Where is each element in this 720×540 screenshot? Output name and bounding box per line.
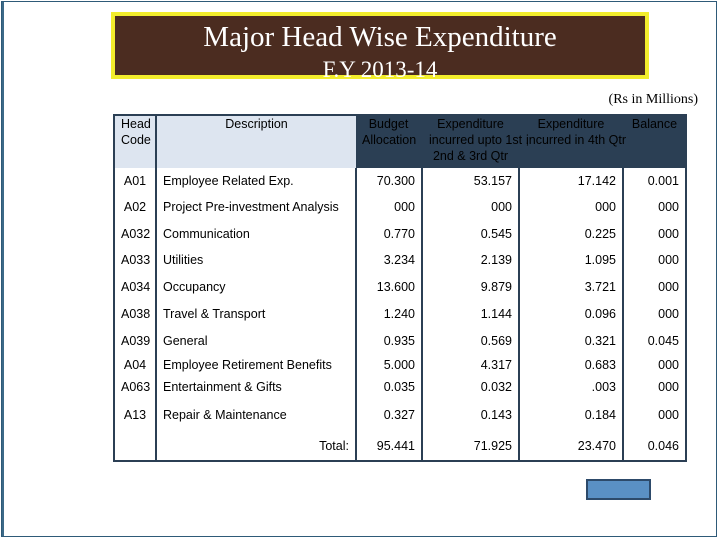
unit-note: (Rs in Millions)	[608, 92, 698, 107]
row-budget: 1.240	[356, 300, 422, 327]
row-budget: 0.770	[356, 220, 422, 247]
row-exp-4-qtr: 0.225	[519, 220, 623, 247]
row-budget: 70.300	[356, 168, 422, 194]
row-description: Project Pre-investment Analysis	[163, 200, 339, 214]
total-balance: 0.046	[623, 431, 686, 461]
total-exp-4-qtr: 23.470	[519, 431, 623, 461]
row-budget: 5.000	[356, 354, 422, 376]
row-exp-4-qtr: 17.142	[519, 168, 623, 194]
table-row	[114, 273, 686, 300]
row-description: Repair & Maintenance	[163, 407, 287, 422]
header-exp-1-3-qtr: Expenditure incurred upto 1st , 2nd & 3rd Qtr	[422, 115, 519, 168]
row-head-code: A01	[114, 168, 156, 194]
row-exp-4-qtr: .003	[519, 376, 623, 398]
total-exp-1-3-qtr: 71.925	[422, 431, 519, 461]
row-budget: 000	[356, 194, 422, 220]
row-head-code: A02	[114, 194, 156, 220]
table-row	[114, 376, 686, 398]
row-balance: 000	[623, 220, 686, 247]
row-balance: 000	[623, 273, 686, 300]
row-balance: 000	[623, 398, 686, 431]
row-description: Employee Retirement Benefits	[163, 358, 332, 372]
total-head-code	[114, 431, 156, 461]
row-description: Entertainment & Gifts	[163, 380, 282, 394]
row-exp-4-qtr: 0.321	[519, 327, 623, 354]
header-exp-4-qtr: Expenditure incurred in 4th Qtr	[519, 115, 623, 168]
row-head-code: A04	[114, 354, 156, 376]
row-exp-4-qtr: 000	[519, 194, 623, 220]
row-exp-1-3-qtr: 2.139	[422, 247, 519, 273]
total-label: Total:	[156, 431, 356, 461]
header-budget: Budget Allocation	[356, 115, 422, 168]
row-description: Occupancy	[163, 279, 226, 294]
row-description: Utilities	[163, 253, 204, 267]
row-head-code: A032	[114, 220, 156, 247]
expenditure-table	[113, 114, 687, 462]
row-exp-4-qtr: 0.184	[519, 398, 623, 431]
row-exp-4-qtr: 3.721	[519, 273, 623, 300]
row-exp-1-3-qtr: 9.879	[422, 273, 519, 300]
row-balance: 000	[623, 376, 686, 398]
total-row	[114, 431, 686, 461]
table-row	[114, 300, 686, 327]
title-banner	[111, 12, 649, 82]
row-exp-1-3-qtr: 0.569	[422, 327, 519, 354]
row-exp-4-qtr: 0.683	[519, 354, 623, 376]
row-balance: 0.001	[623, 168, 686, 194]
row-exp-1-3-qtr: 0.545	[422, 220, 519, 247]
row-balance: 000	[623, 247, 686, 273]
header-balance: Balance	[623, 115, 686, 168]
total-budget: 95.441	[356, 431, 422, 461]
header-description: Description	[156, 115, 356, 168]
row-description: Travel & Transport	[163, 306, 266, 321]
row-description: Employee Related Exp.	[163, 174, 294, 188]
row-budget: 0.935	[356, 327, 422, 354]
table-row	[114, 354, 686, 376]
row-budget: 3.234	[356, 247, 422, 273]
row-exp-1-3-qtr: 0.032	[422, 376, 519, 398]
row-head-code: A039	[114, 327, 156, 354]
row-budget: 0.035	[356, 376, 422, 398]
table-row	[114, 327, 686, 354]
row-description: General	[163, 333, 208, 348]
row-balance: 000	[623, 354, 686, 376]
row-exp-4-qtr: 0.096	[519, 300, 623, 327]
header-head-code: Head Code	[114, 115, 156, 168]
header-row	[114, 115, 686, 168]
row-balance: 000	[623, 194, 686, 220]
nav-button[interactable]	[586, 479, 651, 500]
row-balance: 0.045	[623, 327, 686, 354]
row-exp-1-3-qtr: 53.157	[422, 168, 519, 194]
row-head-code: A13	[114, 398, 156, 431]
row-head-code: A034	[114, 273, 156, 300]
row-budget: 13.600	[356, 273, 422, 300]
table-row	[114, 247, 686, 273]
table-row	[114, 194, 686, 220]
table-row	[114, 398, 686, 431]
slide-subtitle: F.Y 2013-14	[322, 57, 438, 82]
table-row	[114, 168, 686, 194]
slide-title: Major Head Wise Expenditure	[203, 21, 557, 53]
row-exp-1-3-qtr: 1.144	[422, 300, 519, 327]
row-balance: 000	[623, 300, 686, 327]
row-head-code: A033	[114, 247, 156, 273]
row-head-code: A038	[114, 300, 156, 327]
row-exp-1-3-qtr: 4.317	[422, 354, 519, 376]
row-exp-1-3-qtr: 0.143	[422, 398, 519, 431]
row-head-code: A063	[114, 376, 156, 398]
row-exp-1-3-qtr: 000	[422, 194, 519, 220]
row-budget: 0.327	[356, 398, 422, 431]
row-description: Communication	[163, 226, 250, 241]
table-row	[114, 220, 686, 247]
row-exp-4-qtr: 1.095	[519, 247, 623, 273]
